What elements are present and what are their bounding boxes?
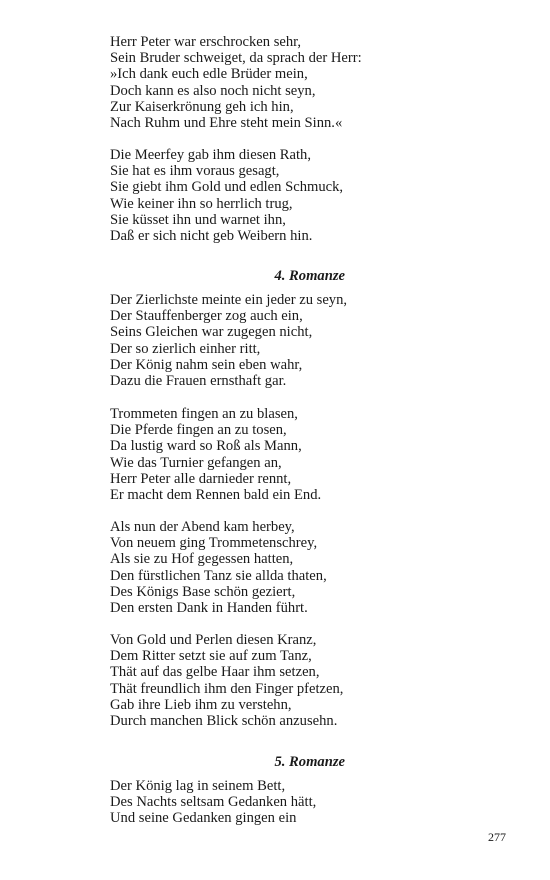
verse-line: Sein Bruder schweiget, da sprach der Herr: <box>110 50 362 67</box>
stanza-5 <box>110 519 470 616</box>
verse-line: Der Zierlichste meinte ein jeder zu seyn, <box>110 292 348 308</box>
verse-line: Von Gold und Perlen diesen Kranz, <box>110 632 317 648</box>
verse-line: Sie hat es ihm voraus gesagt, <box>110 163 280 180</box>
verse-line: Gab ihre Lieb ihm zu verstehn, <box>110 696 292 713</box>
verse-line: Den fürstlichen Tanz sie allda thaten, <box>110 567 327 584</box>
stanza-7 <box>110 778 470 827</box>
verse-line: Als sie zu Hof gegessen hatten, <box>110 551 294 568</box>
verse-line: Wie keiner ihn so herrlich trug, <box>110 195 293 212</box>
verse-line: Herr Peter war erschrocken sehr, <box>110 34 302 50</box>
verse-line: Sie giebt ihm Gold und edlen Schmuck, <box>110 179 344 196</box>
page-number: 277 <box>488 830 506 844</box>
verse-line: Des Königs Base schön geziert, <box>110 583 296 600</box>
verse-line: Seins Gleichen war zugegen nicht, <box>110 324 313 341</box>
verse-line: Doch kann es also noch nicht seyn, <box>110 82 316 99</box>
verse-line: Daß er sich nicht geb Weibern hin. <box>110 228 313 245</box>
verse-line: Als nun der Abend kam herbey, <box>110 519 295 535</box>
section-heading: 4. Romanze <box>274 268 345 284</box>
verse-line: Da lustig ward so Roß als Mann, <box>110 438 302 455</box>
verse-line: Der König lag in seinem Bett, <box>110 778 286 794</box>
verse-line: Des Nachts seltsam Gedanken hätt, <box>110 794 317 811</box>
verse-line: Und seine Gedanken gingen ein <box>110 810 297 827</box>
verse-line: »Ich dank euch edle Brüder mein, <box>110 66 308 83</box>
verse-line: Die Meerfey gab ihm diesen Rath, <box>110 147 312 163</box>
verse-line: Er macht dem Rennen bald ein End. <box>110 487 322 504</box>
verse-line: Den ersten Dank in Handen führt. <box>110 600 308 617</box>
verse-line: Zur Kaiserkrönung geh ich hin, <box>110 98 294 115</box>
verse-line: Wie das Turnier gefangen an, <box>110 454 282 471</box>
verse-line: Nach Ruhm und Ehre steht mein Sinn.« <box>110 115 343 132</box>
verse-line: Trommeten fingen an zu blasen, <box>110 406 298 422</box>
verse-line: Sie küsset ihn und warnet ihn, <box>110 211 286 228</box>
verse-line: Von neuem ging Trommetenschrey, <box>110 535 318 552</box>
stanza-6 <box>110 632 470 729</box>
section-heading: 5. Romanze <box>274 754 345 770</box>
stanza-4 <box>110 406 470 503</box>
verse-line: Der König nahm sein eben wahr, <box>110 356 303 373</box>
verse-line: Der Stauffenberger zog auch ein, <box>110 308 303 325</box>
verse-line: Dem Ritter setzt sie auf zum Tanz, <box>110 648 312 665</box>
verse-line: Durch manchen Blick schön anzusehn. <box>110 713 338 730</box>
verse-line: Thät auf das gelbe Haar ihm setzen, <box>110 664 320 681</box>
verse-line: Dazu die Frauen ernsthaft gar. <box>110 373 287 390</box>
stanza-3 <box>110 292 470 389</box>
stanza-1 <box>110 34 470 131</box>
verse-line: Der so zierlich einher ritt, <box>110 340 261 357</box>
stanza-2 <box>110 147 470 244</box>
verse-line: Thät freundlich ihm den Finger pfetzen, <box>110 680 344 697</box>
verse-line: Herr Peter alle darnieder rennt, <box>110 470 292 487</box>
verse-line: Die Pferde fingen an zu tosen, <box>110 422 287 439</box>
